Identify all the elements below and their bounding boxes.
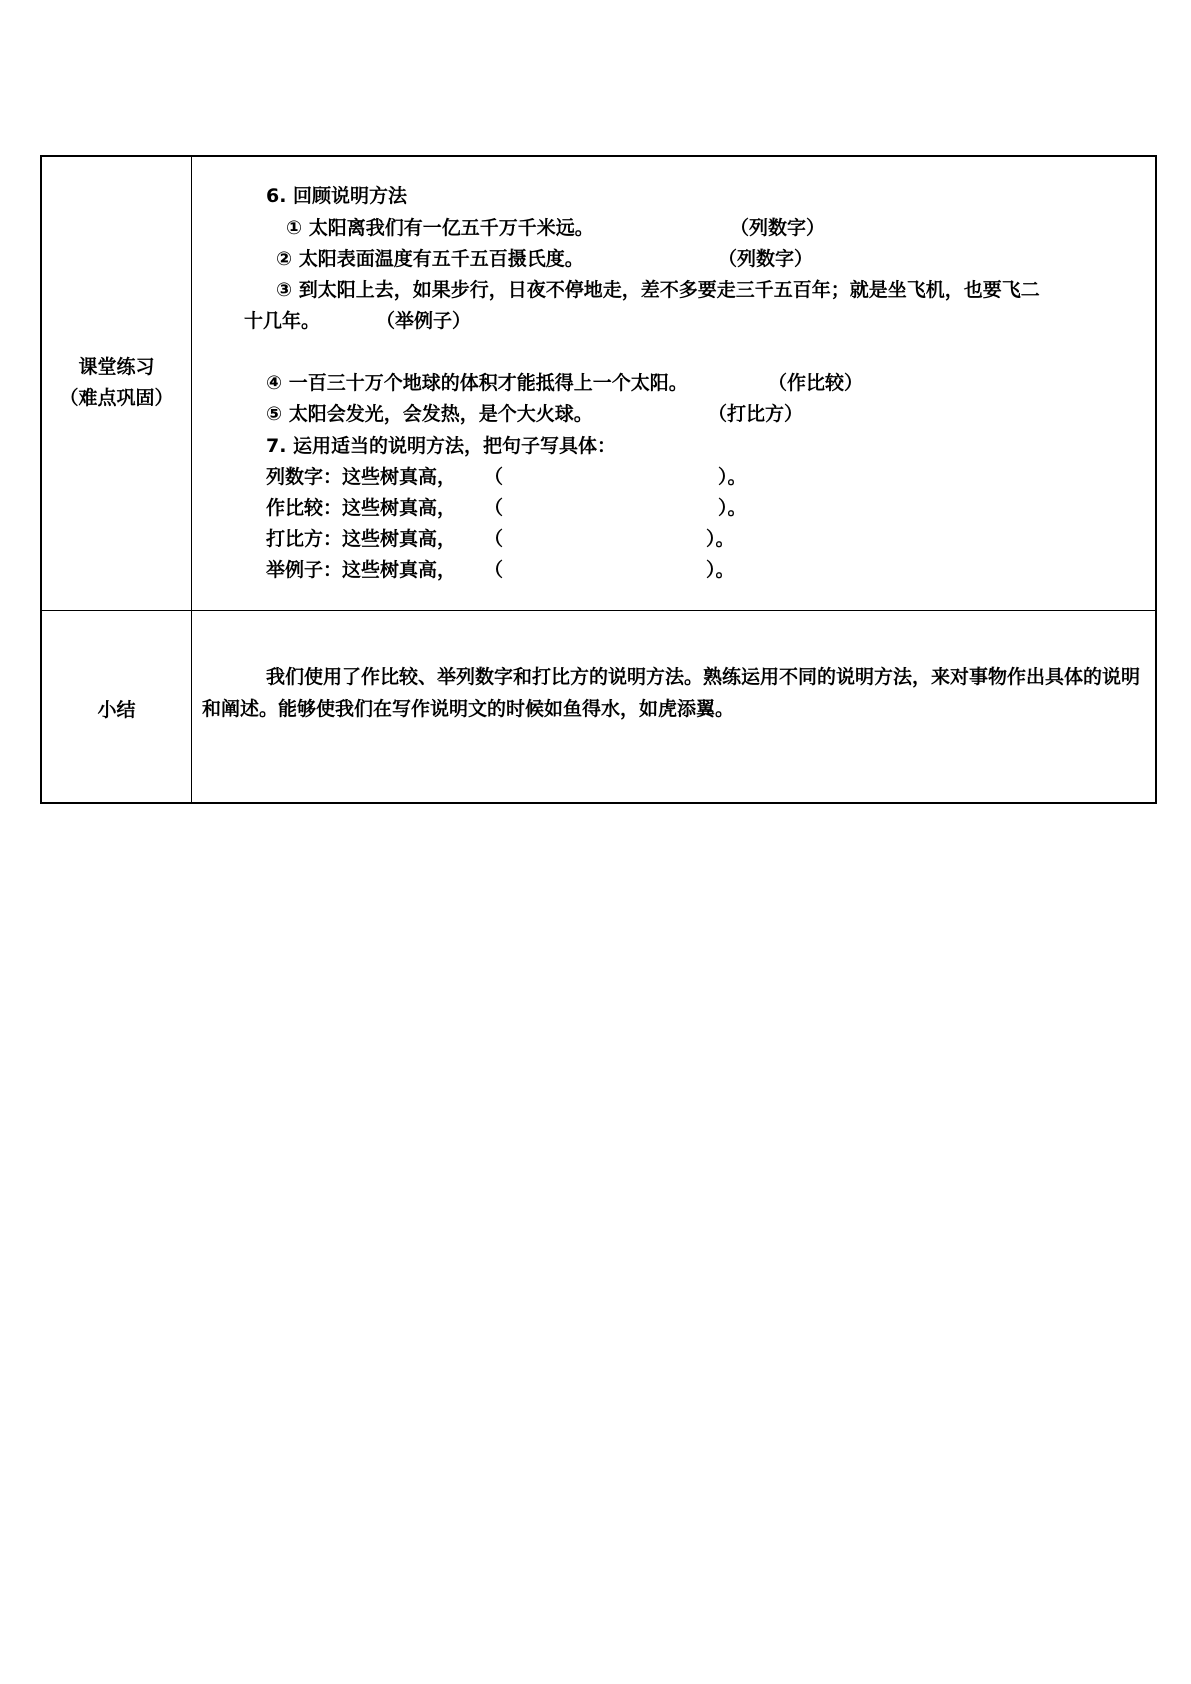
practice-label-line1: 课堂练习 bbox=[78, 356, 155, 378]
exercise-3-open: （ bbox=[484, 528, 504, 550]
item-3-text: ③ 到太阳上去，如果步行，日夜不停地走，差不多要走三千五百年；就是坐飞机，也要飞二 bbox=[276, 279, 1040, 301]
table-column-divider bbox=[191, 155, 192, 804]
item-3-continuation: 十几年。 bbox=[244, 310, 321, 332]
exercise-4-close: ）。 bbox=[706, 559, 735, 581]
item-2-text: ② 太阳表面温度有五千五百摄氏度。 bbox=[276, 248, 584, 270]
section-heading-6: 6. 回顾说明方法 bbox=[266, 185, 408, 207]
exercise-2-prefix: 作比较：这些树真高， bbox=[266, 497, 457, 519]
item-3-method: （举例子） bbox=[376, 310, 472, 332]
item-5-method: （打比方） bbox=[708, 403, 804, 425]
item-4-method: （作比较） bbox=[768, 372, 864, 394]
table-border-right bbox=[1155, 155, 1157, 804]
item-4-text: ④ 一百三十万个地球的体积才能抵得上一个太阳。 bbox=[266, 372, 688, 394]
item-1-method: （列数字） bbox=[730, 217, 826, 239]
exercise-1-prefix: 列数字：这些树真高， bbox=[266, 466, 457, 488]
practice-label bbox=[42, 352, 191, 414]
exercise-2-open: （ bbox=[484, 497, 504, 519]
exercise-1-open: （ bbox=[484, 466, 504, 488]
practice-label-line2: （难点巩固） bbox=[59, 387, 174, 409]
exercise-3-prefix: 打比方：这些树真高， bbox=[266, 528, 457, 550]
exercise-4-prefix: 举例子：这些树真高， bbox=[266, 559, 457, 581]
summary-label: 小结 bbox=[97, 699, 136, 721]
item-5-text: ⑤ 太阳会发光，会发热，是个大火球。 bbox=[266, 403, 593, 425]
section-heading-7: 7. 运用适当的说明方法，把句子写具体： bbox=[266, 435, 617, 457]
exercise-4-open: （ bbox=[484, 559, 504, 581]
summary-text: 我们使用了作比较、举列数字和打比方的说明方法。熟练运用不同的说明方法，来对事物作出具体的说明和阐述。能够使我们在写作说明文的时候如鱼得水，如虎添翼。 bbox=[202, 666, 1141, 720]
exercise-2-close: ）。 bbox=[718, 497, 747, 519]
item-2-method: （列数字） bbox=[718, 248, 814, 270]
exercise-3-close: ）。 bbox=[706, 528, 735, 550]
exercise-1-close: ）。 bbox=[718, 466, 747, 488]
item-1-text: ① 太阳离我们有一亿五千万千米远。 bbox=[286, 217, 594, 239]
